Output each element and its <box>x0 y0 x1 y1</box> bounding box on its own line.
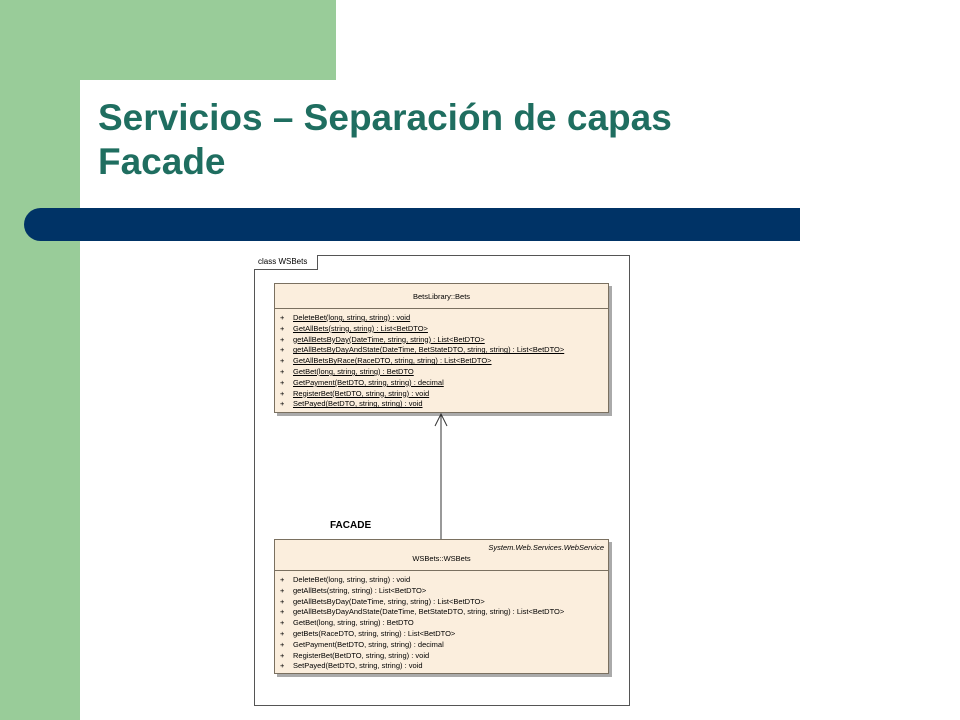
visibility-marker: + <box>280 366 285 376</box>
operation-item <box>280 629 608 640</box>
operation-signature: getAllBetsByDayAndState(DateTime, BetStateDTO, string, string) : List<BetDTO> <box>293 607 565 617</box>
visibility-marker: + <box>280 356 285 366</box>
operation-item <box>280 575 608 586</box>
operation-signature: GetAllBetsByRace(RaceDTO, string, string) : List<BetDTO> <box>293 356 492 366</box>
visibility-marker: + <box>280 377 285 387</box>
operation-signature: GetBet(long, string, string) : BetDTO <box>293 366 414 376</box>
slide-title-line2: Facade <box>98 141 226 182</box>
visibility-marker: + <box>280 661 285 671</box>
operation-signature: RegisterBet(BetDTO, string, string) : void <box>293 388 430 398</box>
visibility-marker: + <box>280 575 285 584</box>
operation-item <box>280 618 608 629</box>
class-ws-bets <box>274 539 609 674</box>
operation-item <box>280 661 608 672</box>
operation-item <box>280 597 608 608</box>
operation-signature: getBets(RaceDTO, string, string) : List<BetDTO> <box>293 628 456 638</box>
operation-item <box>280 586 608 597</box>
visibility-marker: + <box>280 345 285 355</box>
class-stereotype: System.Web.Services.WebService <box>488 543 604 552</box>
visibility-marker: + <box>280 607 285 617</box>
slide-title-line1: Servicios – Separación de capas <box>98 97 672 138</box>
visibility-marker: + <box>280 628 285 638</box>
operation-signature: getAllBetsByDay(DateTime, string, string) : List<BetDTO> <box>293 596 485 606</box>
class-name: WSBets::WSBets <box>412 554 471 563</box>
visibility-marker: + <box>280 639 285 649</box>
visibility-marker: + <box>280 585 285 595</box>
operation-signature: DeleteBet(long, string, string) : void <box>293 575 411 584</box>
operation-signature: DeleteBet(long, string, string) : void <box>293 313 411 322</box>
operation-signature: getAllBets(string, string) : List<BetDTO> <box>293 585 427 595</box>
operation-signature: SetPayed(BetDTO, string, string) : void <box>293 399 423 409</box>
operation-item <box>280 640 608 651</box>
operation-signature: GetBet(long, string, string) : BetDTO <box>293 618 414 628</box>
visibility-marker: + <box>280 334 285 344</box>
operation-signature: GetPayment(BetDTO, string, string) : decimal <box>293 377 444 387</box>
operation-signature: GetPayment(BetDTO, string, string) : decimal <box>293 639 444 649</box>
operation-list <box>275 571 608 672</box>
class-name: BetsLibrary::Bets <box>412 292 471 301</box>
visibility-marker: + <box>280 323 285 333</box>
operation-item <box>280 651 608 662</box>
operation-signature: getAllBetsByDay(DateTime, string, string) : List<BetDTO> <box>293 334 485 344</box>
visibility-marker: + <box>280 313 285 322</box>
facade-label: FACADE <box>330 520 372 531</box>
operation-signature: SetPayed(BetDTO, string, string) : void <box>293 661 423 671</box>
operation-signature: GetAllBets(string, string) : List<BetDTO> <box>293 323 428 333</box>
diagram-frame-label: class WSBets <box>254 255 318 270</box>
operation-signature: getAllBetsByDayAndState(DateTime, BetStateDTO, string, string) : List<BetDTO> <box>293 345 565 355</box>
visibility-marker: + <box>280 618 285 628</box>
operation-signature: RegisterBet(BetDTO, string, string) : void <box>293 650 430 660</box>
visibility-marker: + <box>280 399 285 409</box>
visibility-marker: + <box>280 388 285 398</box>
visibility-marker: + <box>280 596 285 606</box>
visibility-marker: + <box>280 650 285 660</box>
operation-item <box>280 607 608 618</box>
